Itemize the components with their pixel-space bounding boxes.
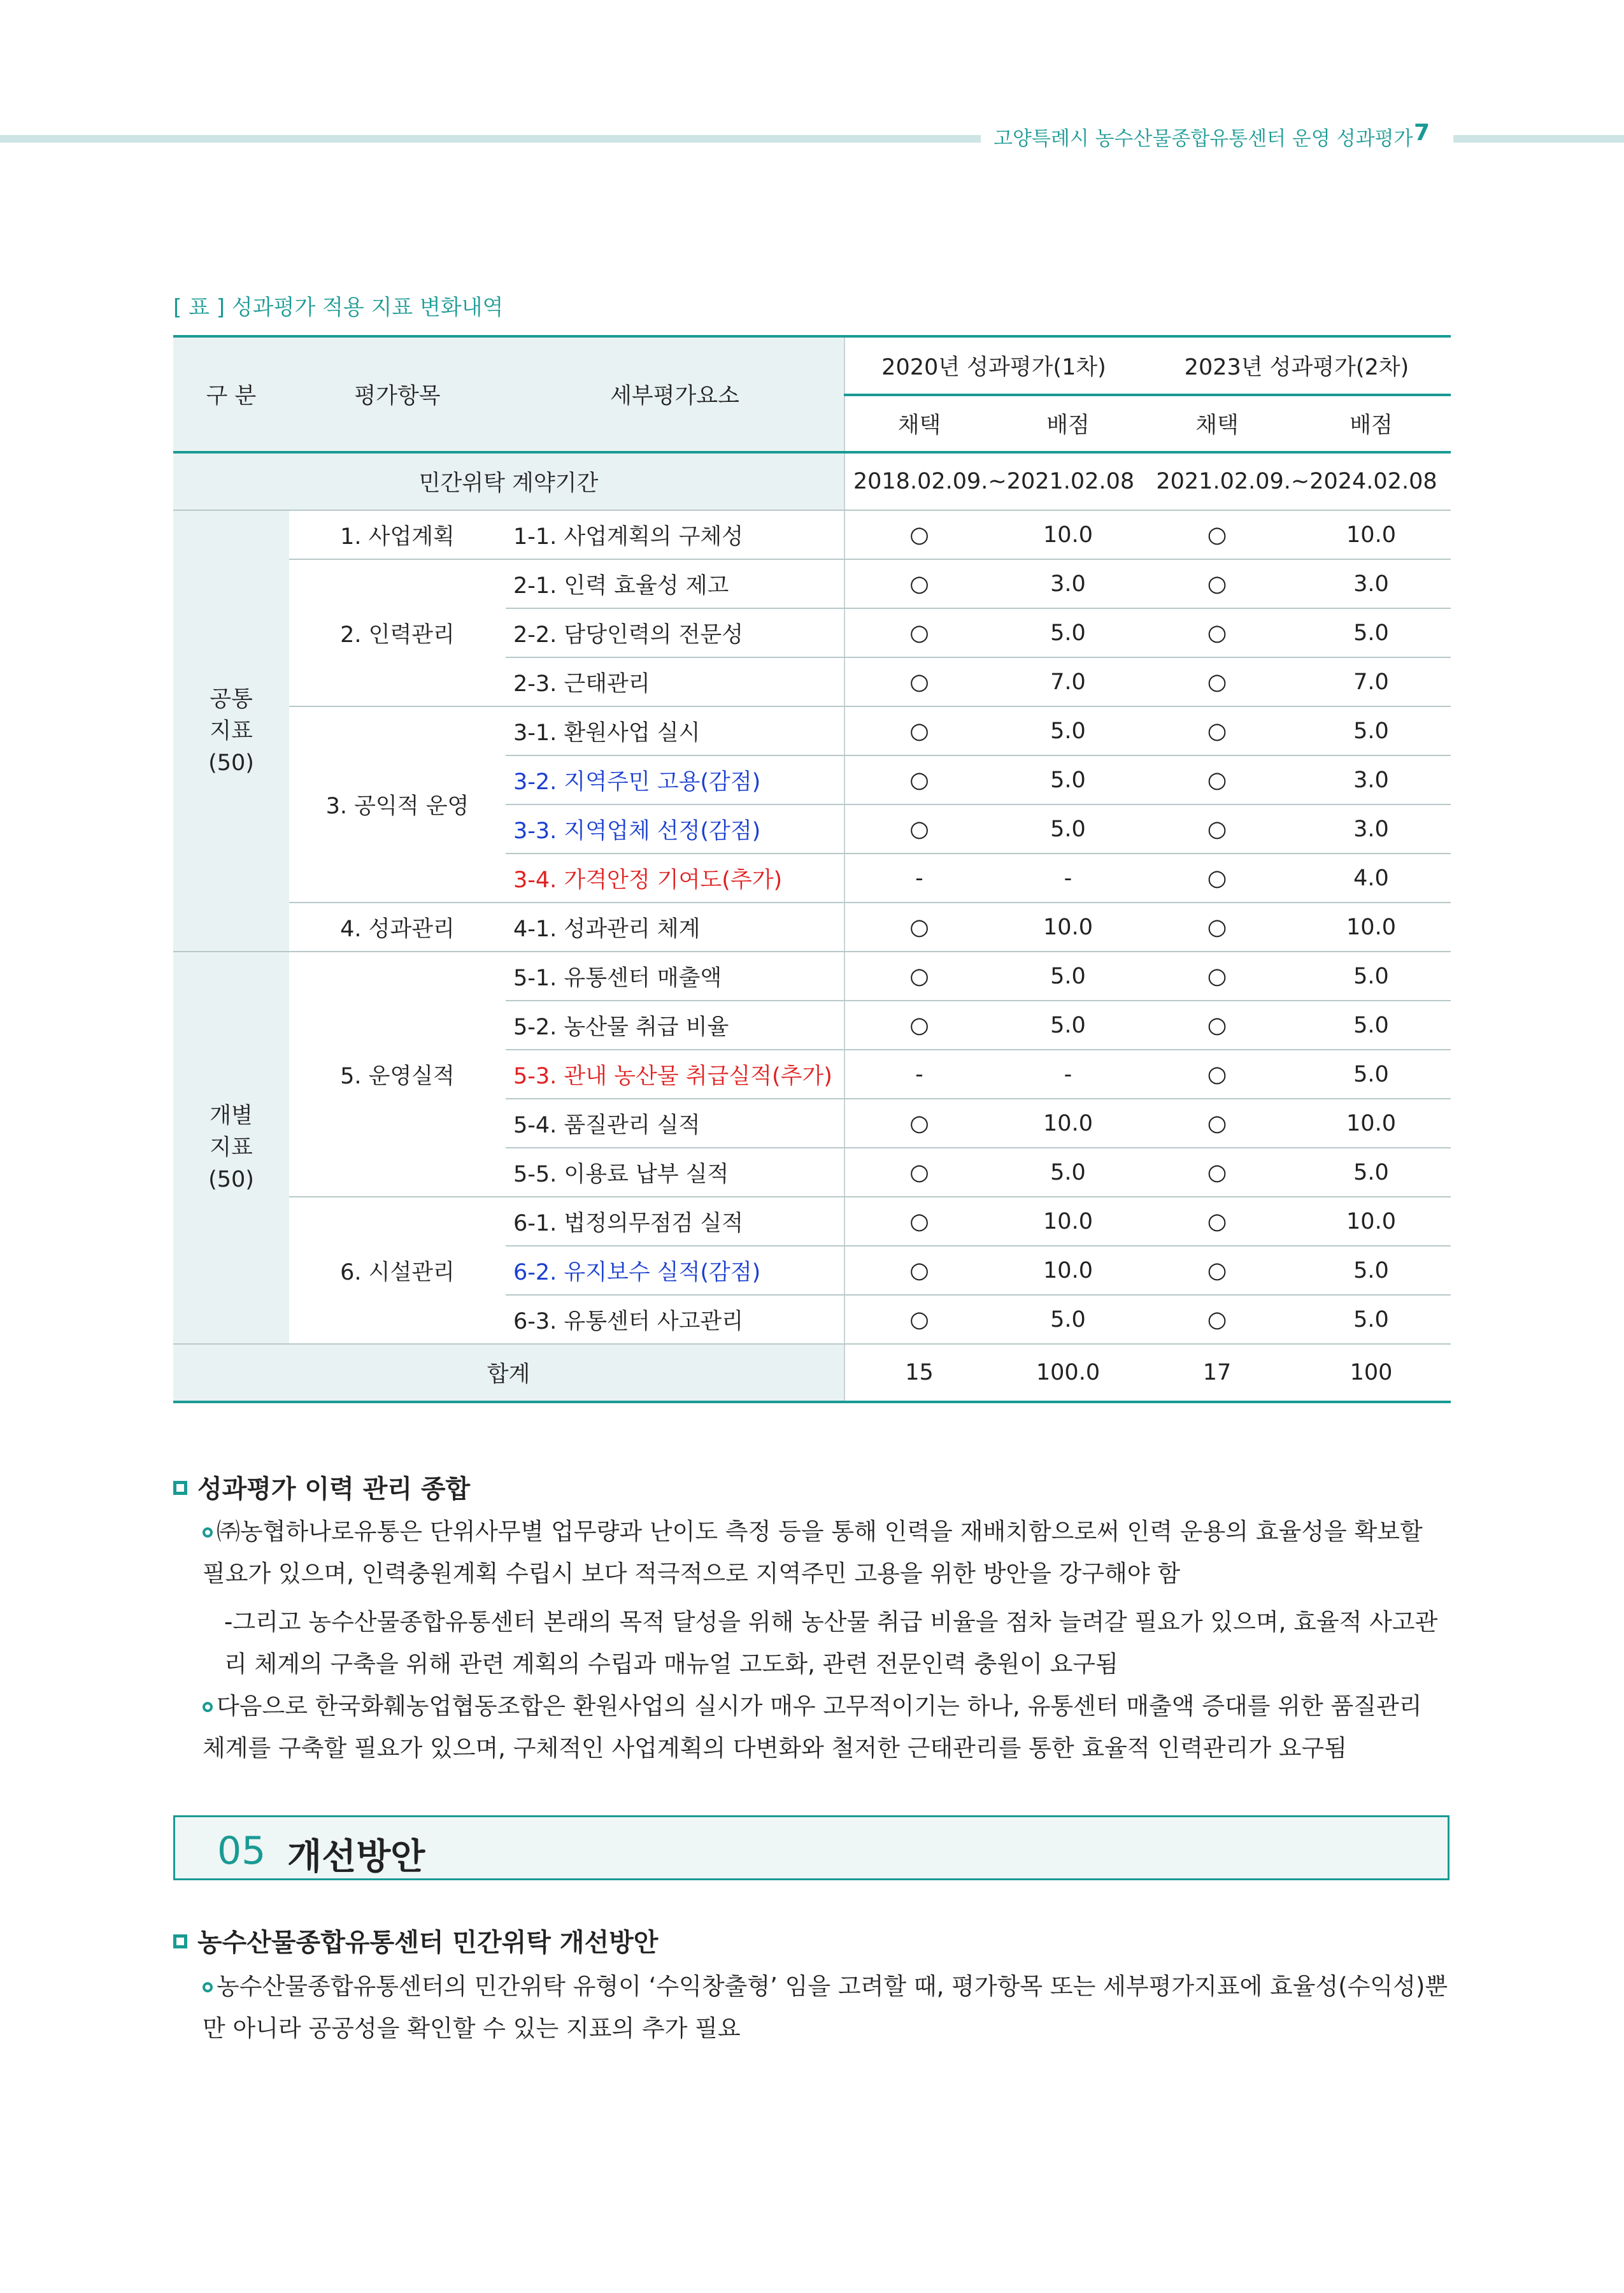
score-2023: 3.0: [1292, 804, 1451, 854]
adopt-2020: ○: [844, 608, 994, 657]
item-2: 2. 인력관리: [289, 559, 506, 706]
detail-cell: 3-1. 환원사업 실시: [506, 706, 844, 755]
item-1: 1. 사업계획: [289, 510, 506, 559]
detail-cell: 4-1. 성과관리 체계: [506, 903, 844, 952]
adopt-2023: ○: [1143, 608, 1292, 657]
contract-period-2023: 2021.02.09.~2024.02.08: [1143, 452, 1451, 510]
adopt-2023: ○: [1143, 1050, 1292, 1099]
score-2020: 5.0: [994, 608, 1143, 657]
summary-paragraph-1: ㈜농협하나로유통은 단위사무별 업무량과 난이도 측정 등을 통해 인력을 재배치함으로써 인력 운용의 효율성을 확보할 필요가 있으며, 인력충원계획 수립시 보다 적극적으로 지역주민 고용을 위한 방안을 강구해야 함: [203, 1518, 1423, 1587]
detail-cell: 3-3. 지역업체 선정(감점): [506, 804, 844, 854]
adopt-2023: ○: [1143, 903, 1292, 952]
summary-paragraph-2: -그리고 농수산물종합유통센터 본래의 목적 달성을 위해 농산물 취급 비율을 점차 늘려갈 필요가 있으며, 효율적 사고관리 체계의 구축을 위해 관련 계획의 수립과 매뉴얼 고도화, 관련 전문인력 충원이 요구됨: [224, 1608, 1438, 1678]
score-2020: 3.0: [994, 559, 1143, 608]
score-2023: 10.0: [1292, 903, 1451, 952]
score-2023: 5.0: [1292, 1050, 1451, 1099]
circle-bullet-icon: [203, 1982, 213, 1992]
adopt-2020: ○: [844, 1001, 994, 1050]
improvement-heading: 농수산물종합유통센터 민간위탁 개선방안: [173, 1922, 658, 1959]
item-4: 4. 성과관리: [289, 903, 506, 952]
detail-cell: 5-4. 품질관리 실적: [506, 1099, 844, 1148]
adopt-2020: ○: [844, 706, 994, 755]
adopt-2023: ○: [1143, 854, 1292, 903]
page-number: 7: [1414, 120, 1430, 146]
detail-cell: 3-4. 가격안정 기여도(추가): [506, 854, 844, 903]
detail-cell: 2-2. 담당인력의 전문성: [506, 608, 844, 657]
score-2023: 10.0: [1292, 1197, 1451, 1246]
summary-paragraph-3: 다음으로 한국화훼농업협동조합은 환원사업의 실시가 매우 고무적이기는 하나, 유통센터 매출액 증대를 위한 품질관리 체계를 구축할 필요가 있으며, 구체적인 사업계획의 다변화와 철저한 근태관리를 통한 효율적 인력관리가 요구됨: [203, 1692, 1422, 1762]
adopt-2020: ○: [844, 804, 994, 854]
score-2023: 10.0: [1292, 1099, 1451, 1148]
adopt-2020: ○: [844, 903, 994, 952]
score-2023: 5.0: [1292, 1295, 1451, 1344]
header-eval-2020: 2020년 성과평가(1차): [844, 336, 1143, 395]
adopt-2020: ○: [844, 1197, 994, 1246]
adopt-2020: ○: [844, 1099, 994, 1148]
score-2023: 3.0: [1292, 755, 1451, 804]
score-2020: 10.0: [994, 1197, 1143, 1246]
score-2020: 5.0: [994, 1295, 1143, 1344]
item-5: 5. 운영실적: [289, 952, 506, 1197]
score-2023: 5.0: [1292, 1001, 1451, 1050]
score-2023: 4.0: [1292, 854, 1451, 903]
header-score-2020: 배점: [994, 395, 1143, 452]
table-row: [173, 706, 1451, 755]
score-2020: 5.0: [994, 952, 1143, 1001]
adopt-2020: ○: [844, 510, 994, 559]
adopt-2023: ○: [1143, 1148, 1292, 1197]
score-2023: 10.0: [1292, 510, 1451, 559]
adopt-2020: ○: [844, 952, 994, 1001]
score-2023: 5.0: [1292, 1148, 1451, 1197]
section-header-box: [173, 1815, 1449, 1880]
detail-cell: 2-3. 근태관리: [506, 657, 844, 706]
score-2023: 7.0: [1292, 657, 1451, 706]
adopt-2023: ○: [1143, 1295, 1292, 1344]
item-6: 6. 시설관리: [289, 1197, 506, 1344]
score-2020: 10.0: [994, 1099, 1143, 1148]
contract-period-2020: 2018.02.09.~2021.02.08: [844, 452, 1143, 510]
total-score-2023: 100: [1292, 1344, 1451, 1402]
score-2020: 5.0: [994, 1148, 1143, 1197]
square-bullet-icon: [173, 1481, 187, 1495]
running-header-title: 고양특례시 농수산물종합유통센터 운영 성과평가: [994, 127, 1413, 150]
adopt-2023: ○: [1143, 1197, 1292, 1246]
adopt-2023: ○: [1143, 1246, 1292, 1295]
section-number: 05: [217, 1829, 266, 1873]
square-bullet-icon: [173, 1934, 187, 1948]
score-2023: 3.0: [1292, 559, 1451, 608]
adopt-2023: ○: [1143, 804, 1292, 854]
score-2020: -: [994, 854, 1143, 903]
score-2023: 5.0: [1292, 952, 1451, 1001]
adopt-2020: ○: [844, 1295, 994, 1344]
detail-cell: 5-2. 농산물 취급 비율: [506, 1001, 844, 1050]
adopt-2023: ○: [1143, 559, 1292, 608]
circle-bullet-icon: [203, 1702, 213, 1712]
score-2020: 7.0: [994, 657, 1143, 706]
table-row: [173, 559, 1451, 608]
score-2020: 5.0: [994, 804, 1143, 854]
table-total-row: [173, 1344, 1451, 1402]
header-rule-right: [1453, 135, 1624, 143]
adopt-2023: ○: [1143, 952, 1292, 1001]
header-gubun: 구 분: [173, 336, 289, 452]
table-row: [173, 510, 1451, 559]
table-caption: [ 표 ] 성과평가 적용 지표 변화내역: [173, 295, 504, 320]
summary-heading: 성과평가 이력 관리 종합: [173, 1469, 470, 1505]
score-2020: -: [994, 1050, 1143, 1099]
circle-bullet-icon: [203, 1527, 213, 1538]
adopt-2023: ○: [1143, 706, 1292, 755]
detail-cell: 6-3. 유통센터 사고관리: [506, 1295, 844, 1344]
score-2020: 5.0: [994, 755, 1143, 804]
total-adopt-2023: 17: [1143, 1344, 1292, 1402]
item-3: 3. 공익적 운영: [289, 706, 506, 903]
header-rule-left: [0, 135, 981, 143]
detail-cell: 1-1. 사업계획의 구체성: [506, 510, 844, 559]
section-title: 개선방안: [287, 1836, 425, 1878]
adopt-2020: ○: [844, 1148, 994, 1197]
score-2020: 10.0: [994, 903, 1143, 952]
adopt-2020: ○: [844, 559, 994, 608]
score-2020: 5.0: [994, 1001, 1143, 1050]
detail-cell: 2-1. 인력 효율성 제고: [506, 559, 844, 608]
improvement-paragraph-1: 농수산물종합유통센터의 민간위탁 유형이 ‘수익창출형’ 임을 고려할 때, 평가항목 또는 세부평가지표에 효율성(수익성)뿐만 아니라 공공성을 확인할 수 있는 지표의 추가 필요: [203, 1973, 1448, 2042]
adopt-2020: -: [844, 854, 994, 903]
detail-cell: 6-1. 법정의무점검 실적: [506, 1197, 844, 1246]
score-2020: 5.0: [994, 706, 1143, 755]
adopt-2020: -: [844, 1050, 994, 1099]
score-2023: 5.0: [1292, 706, 1451, 755]
score-2023: 5.0: [1292, 608, 1451, 657]
table-row: [173, 1197, 1451, 1246]
header-score-2023: 배점: [1292, 395, 1451, 452]
total-label: 합계: [173, 1344, 844, 1402]
detail-cell: 6-2. 유지보수 실적(감점): [506, 1246, 844, 1295]
score-2020: 10.0: [994, 1246, 1143, 1295]
table-row: [173, 903, 1451, 952]
contract-period-label: 민간위탁 계약기간: [173, 452, 844, 510]
header-adopt-2020: 채택: [844, 395, 994, 452]
detail-cell: 5-3. 관내 농산물 취급실적(추가): [506, 1050, 844, 1099]
detail-cell: 3-2. 지역주민 고용(감점): [506, 755, 844, 804]
total-score-2020: 100.0: [994, 1344, 1143, 1402]
adopt-2023: ○: [1143, 1001, 1292, 1050]
table-row: [173, 952, 1451, 1001]
adopt-2020: ○: [844, 755, 994, 804]
adopt-2020: ○: [844, 1246, 994, 1295]
adopt-2023: ○: [1143, 510, 1292, 559]
group-individual: 개별 지표 (50): [173, 952, 289, 1344]
header-adopt-2023: 채택: [1143, 395, 1292, 452]
total-adopt-2020: 15: [844, 1344, 994, 1402]
header-eval-2023: 2023년 성과평가(2차): [1143, 336, 1451, 395]
header-item: 평가항목: [289, 336, 506, 452]
indicator-change-table: [173, 335, 1451, 1403]
group-common: 공통 지표 (50): [173, 510, 289, 952]
adopt-2023: ○: [1143, 657, 1292, 706]
score-2023: 5.0: [1292, 1246, 1451, 1295]
adopt-2023: ○: [1143, 755, 1292, 804]
header-detail: 세부평가요소: [506, 336, 844, 452]
adopt-2023: ○: [1143, 1099, 1292, 1148]
adopt-2020: ○: [844, 657, 994, 706]
score-2020: 10.0: [994, 510, 1143, 559]
detail-cell: 5-5. 이용료 납부 실적: [506, 1148, 844, 1197]
detail-cell: 5-1. 유통센터 매출액: [506, 952, 844, 1001]
